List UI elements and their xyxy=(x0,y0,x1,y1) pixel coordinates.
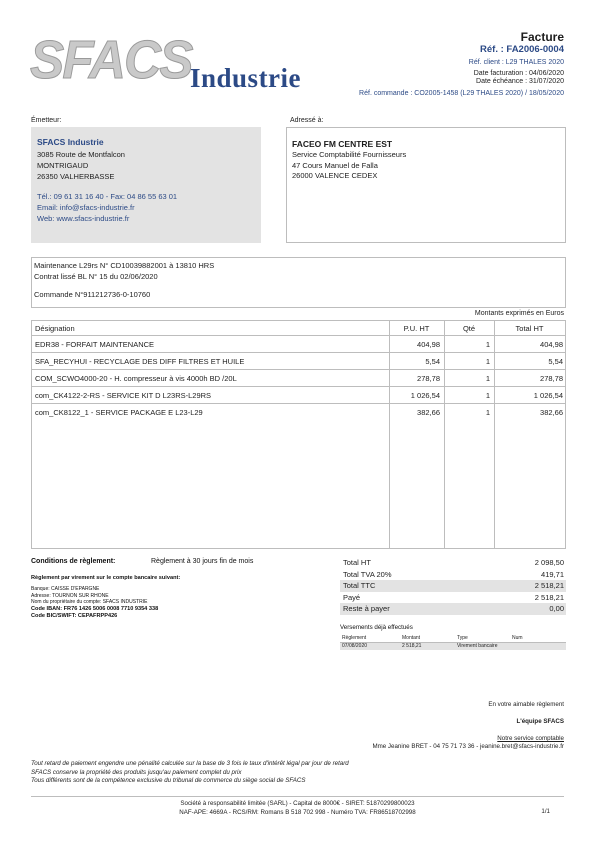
payments-header: Règlement xyxy=(340,635,400,643)
payments-made xyxy=(340,624,566,650)
accounting-service: Notre service comptable xyxy=(497,735,564,742)
legal-line: Tous différents sont de la compétence exclusive du tribunal de commerce du siège social de SFACS xyxy=(31,777,306,784)
account-owner: Nom du propriétaire du compte: SFACS INDUSTRIE xyxy=(31,599,148,605)
cell-quantity: 1 xyxy=(485,374,490,383)
recipient-label: Adressé à: xyxy=(290,117,324,124)
header-quantity: Qté xyxy=(462,324,476,333)
team-signature: L'équipe SFACS xyxy=(516,718,564,725)
legal-line: Tout retard de paiement engendre une pénalité calculée sur la base de 3 fois le taux d'intérêt légal par jour de retard xyxy=(31,760,349,767)
issuer-web: Web: www.sfacs-industrie.fr xyxy=(37,214,130,223)
cell-designation: com_CK8122_1 - SERVICE PACKAGE E L23-L29 xyxy=(35,408,203,417)
footer-line: NAF-APE: 4669A - RCS/RM: Romans B 518 702 998 - Numéro TVA: FR86518702998 xyxy=(179,808,416,816)
invoice-reference: Réf. : FA2006-0004 xyxy=(480,44,564,55)
legal-line: SFACS conserve la propriété des produits jusqu'au paiement complet du prix xyxy=(31,768,242,776)
legal-notice xyxy=(31,760,431,786)
bank-name: Banque: CAISSE D'EPARGNE xyxy=(31,586,100,592)
recipient-address-line: 26000 VALENCE CEDEX xyxy=(292,171,378,180)
bank-address: Adresse: TOURNON SUR RHONE xyxy=(31,592,109,599)
note-line: Commande N°911212736-0-10760 xyxy=(34,290,151,299)
cell-quantity: 1 xyxy=(485,408,490,417)
iban: Code IBAN: FR76 1426 5006 0008 7710 9354 338 xyxy=(31,605,159,612)
issuer-phone: Tél.: 09 61 31 16 40 - Fax: 04 86 55 63 01 xyxy=(37,192,178,201)
cell-unit-price: 382,66 xyxy=(417,408,440,417)
logo-suffix: Industrie xyxy=(190,63,302,93)
client-reference: Réf. client : L29 THALES 2020 xyxy=(468,59,564,66)
cell-total: 382,66 xyxy=(540,408,563,417)
total-ht-row: Total HT 2 098,50 xyxy=(343,558,564,567)
cell-quantity: 1 xyxy=(485,340,490,349)
payment-conditions xyxy=(31,558,331,621)
logo-mark: SFACS xyxy=(30,30,192,90)
table-row xyxy=(32,404,565,421)
payments-table xyxy=(340,635,566,650)
payments-header: Num xyxy=(510,635,566,643)
recipient-address-line: 47 Cours Manuel de Falla xyxy=(292,160,378,170)
order-reference: Réf. commande : CO2005-1458 (L29 THALES 2020) / 18/05/2020 xyxy=(359,90,564,97)
payments-header: Type xyxy=(455,635,510,643)
table-row xyxy=(32,370,565,387)
closing-line: En votre aimable règlement xyxy=(488,701,564,708)
header-designation: Désignation xyxy=(35,324,75,333)
notes-box xyxy=(31,257,566,308)
note-line: Maintenance L29rs N° CD10039882001 à 13810 HRS xyxy=(34,261,215,270)
cell-unit-price: 1 026,54 xyxy=(410,391,440,400)
recipient-address-line: Service Comptabilité Fournisseurs xyxy=(292,150,407,159)
cell-unit-price: 404,98 xyxy=(417,340,440,349)
cell-designation: SFA_RECYHUI - RECYCLAGE DES DIFF FILTRES ET HUILE xyxy=(35,357,245,366)
table-row xyxy=(32,387,565,404)
issuer-label: Émetteur: xyxy=(31,117,62,124)
invoice-title: Facture xyxy=(520,30,564,44)
totals-block xyxy=(340,557,566,615)
cell-total: 5,54 xyxy=(548,357,563,366)
transfer-title: Règlement par virement sur le compte bancaire suivant: xyxy=(31,575,181,581)
total-ttc-row: Total TTC 2 518,21 xyxy=(340,580,566,592)
paid-row: Payé 2 518,21 xyxy=(343,592,564,602)
currency-note: Montants exprimés en Euros xyxy=(474,310,564,317)
cell-unit-price: 5,54 xyxy=(425,357,440,366)
issuer-email: Email: info@sfacs-industrie.fr xyxy=(37,203,135,212)
issuer-box xyxy=(31,127,261,243)
accounting-contact: Mme Jeanine BRET - 04 75 71 73 36 - jeanine.bret@sfacs-industrie.fr xyxy=(372,743,564,750)
conditions-value: Règlement à 30 jours fin de mois xyxy=(151,558,254,565)
table-header xyxy=(32,321,565,336)
issuer-address-line: 3085 Route de Montfalcon xyxy=(37,150,125,159)
cell-designation: COM_SCWO4000-20 - H. compresseur à vis 4000h BD /20L xyxy=(35,374,237,383)
cell-total: 404,98 xyxy=(540,340,563,349)
cell-total: 1 026,54 xyxy=(533,391,563,400)
remaining-row: Reste à payer 0,00 xyxy=(340,603,566,615)
date-echeance: Date échéance : 31/07/2020 xyxy=(476,78,564,85)
header-total: Total HT xyxy=(515,324,544,333)
cell-total: 278,78 xyxy=(540,374,563,383)
payments-header: Montant xyxy=(400,635,455,643)
cell-quantity: 1 xyxy=(485,391,490,400)
issuer-address-line: 26350 VALHERBASSE xyxy=(37,172,115,181)
cell-unit-price: 278,78 xyxy=(417,374,440,383)
note-line: Contrat lissé BL N° 15 du 02/06/2020 xyxy=(34,271,158,281)
cell-designation: com_CK4122-2-RS - SERVICE KIT D L23RS-L29RS xyxy=(35,391,212,400)
cell-quantity: 1 xyxy=(485,357,490,366)
issuer-name: SFACS Industrie xyxy=(37,137,104,147)
invoice-lines-table xyxy=(31,320,566,549)
bic: Code BIC/SWIFT: CEPAFRPP426 xyxy=(31,613,118,619)
company-footer xyxy=(0,800,595,817)
recipient-name: FACEO FM CENTRE EST xyxy=(292,139,393,149)
payment-row: 07/08/2020 2 518,21 Virement bancaire xyxy=(340,643,566,651)
issuer-address-line: MONTRIGAUD xyxy=(37,161,89,170)
total-tva-row: Total TVA 20% 419,71 xyxy=(343,569,564,579)
table-row xyxy=(32,336,565,353)
footer-divider xyxy=(31,796,564,797)
table-row xyxy=(32,353,565,370)
company-logo xyxy=(30,30,315,93)
recipient-box xyxy=(286,127,566,243)
page-number: 1/1 xyxy=(541,808,550,815)
header-unit-price: P.U. HT xyxy=(403,324,430,333)
footer-line: Société à responsabilité limitée (SARL) - Capital de 8000€ - SIRET: 51870299800023 xyxy=(180,800,415,807)
payments-title: Versements déjà effectués xyxy=(340,624,413,631)
conditions-label: Conditions de règlement: xyxy=(31,558,116,565)
cell-designation: EDR38 - FORFAIT MAINTENANCE xyxy=(35,340,155,349)
date-facturation: Date facturation : 04/06/2020 xyxy=(473,70,564,77)
